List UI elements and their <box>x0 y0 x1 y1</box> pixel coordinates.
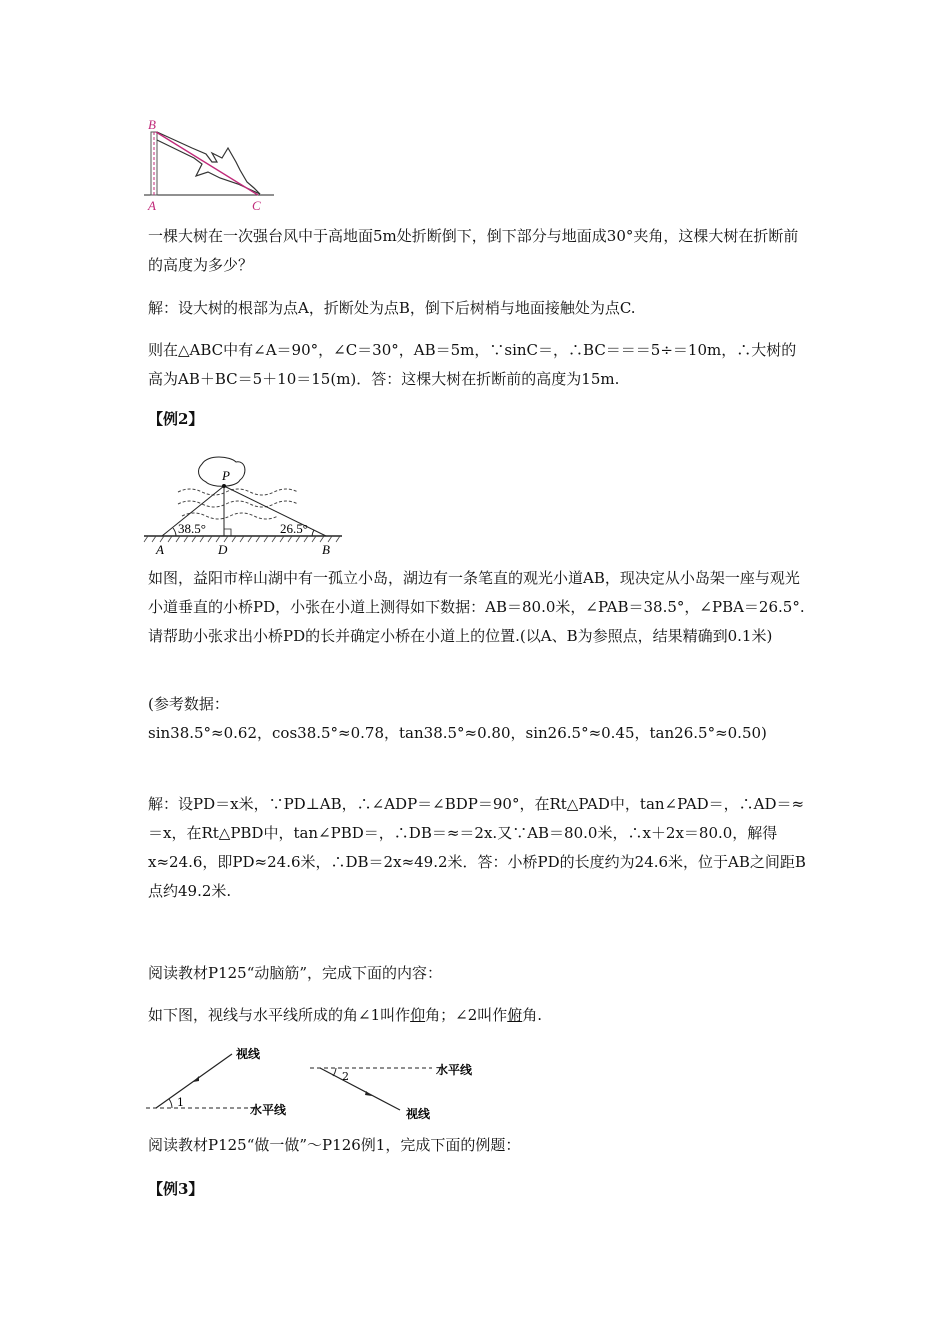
label-A: A <box>148 198 156 213</box>
problem1-text: 一棵大树在一次强台风中于高地面5m处折断倒下，倒下部分与地面成30°夹角，这棵大树在折断前的高度为多少？ <box>148 227 799 274</box>
example2-text: 如图，益阳市梓山湖中有一孤立小岛，湖边有一条笔直的观光小道AB，现决定从小岛架一座与观光小道垂直的小桥PD，小张在小道上测得如下数据：AB＝80.0米，∠PAB＝38.5°，∠PBA＝26.5°.请帮助小张求出小桥PD的长并确定小桥在小道上的位置.(以A、B为参照点，结果精确到0.1米) <box>148 569 805 645</box>
reading2-line: 阅读教材P125“做一做”～P126例1，完成下面的例题： <box>148 1136 521 1154</box>
problem1-question <box>148 222 808 280</box>
angle-2-label: 2 <box>342 1070 349 1083</box>
example2-ref-values: sin38.5°≈0.62，cos38.5°≈0.78，tan38.5°≈0.80，sin26.5°≈0.45，tan26.5°≈0.50) <box>148 724 767 742</box>
problem1-solution-line1: 解：设大树的根部为点A，折断处为点B，倒下后树梢与地面接触处为点C. <box>148 299 636 317</box>
example3-heading: 【例3】 <box>148 1180 204 1198</box>
angle-1-label: 1 <box>177 1096 184 1109</box>
definition-intro: 如下图，视线与水平线所成的角∠1叫作 <box>148 1006 411 1024</box>
problem1-solution-line2: 则在△ABC中有∠A＝90°，∠C＝30°，AB＝5m，∵sinC＝，∴BC＝＝＝5÷＝10m，∴大树的高为AB＋BC＝5＋10＝15(m)．答：这棵大树在折断前的高度为15m. <box>148 341 797 388</box>
horizontal-label-left: 水平线 <box>250 1103 287 1117</box>
example2-solution <box>148 790 808 906</box>
label-A2: A <box>156 542 164 557</box>
term-depression: 俯 <box>507 1006 523 1024</box>
label-D: D <box>218 542 228 557</box>
reading1-definition <box>148 1004 808 1025</box>
example2-question <box>148 564 808 651</box>
island-figure <box>142 452 362 557</box>
problem1-solution <box>148 294 808 323</box>
term-elevation: 仰 <box>410 1006 426 1024</box>
example2-ref-title: (参考数据： <box>148 695 229 713</box>
tree-figure <box>142 118 282 218</box>
label-B2: B <box>322 542 330 557</box>
label-angle-A: 38.5° <box>178 521 206 536</box>
definition-end: 角. <box>522 1006 543 1024</box>
label-angle-B: 26.5° <box>280 521 308 536</box>
definition-mid: 角；∠2叫作 <box>425 1006 508 1024</box>
example2-solution-text: 解：设PD＝x米，∵PD⊥AB，∴∠ADP＝∠BDP＝90°，在Rt△PAD中，tan∠PAD＝，∴AD＝≈＝x，在Rt△PBD中，tan∠PBD＝，∴DB＝≈＝2x.又∵AB＝80.0米，∴x＋2x＝80.0，解得x≈24.6，即PD≈24.6米，∴DB＝2x≈49.2米．答：小桥PD的长度约为24.6米，位于AB之间距B点约49.2米. <box>148 795 806 900</box>
label-B: B <box>148 118 156 132</box>
label-C: C <box>252 198 261 213</box>
angle-figure <box>140 1044 480 1124</box>
problem1-solution-2 <box>148 336 808 394</box>
sight-label-right: 视线 <box>406 1107 431 1121</box>
example2-heading: 【例2】 <box>148 410 204 428</box>
label-P: P <box>222 468 230 483</box>
sight-label-left: 视线 <box>236 1047 261 1061</box>
example2-reference <box>148 690 808 748</box>
reading1-line: 阅读教材P125“动脑筋”，完成下面的内容： <box>148 964 443 982</box>
horizontal-label-right: 水平线 <box>436 1063 473 1077</box>
